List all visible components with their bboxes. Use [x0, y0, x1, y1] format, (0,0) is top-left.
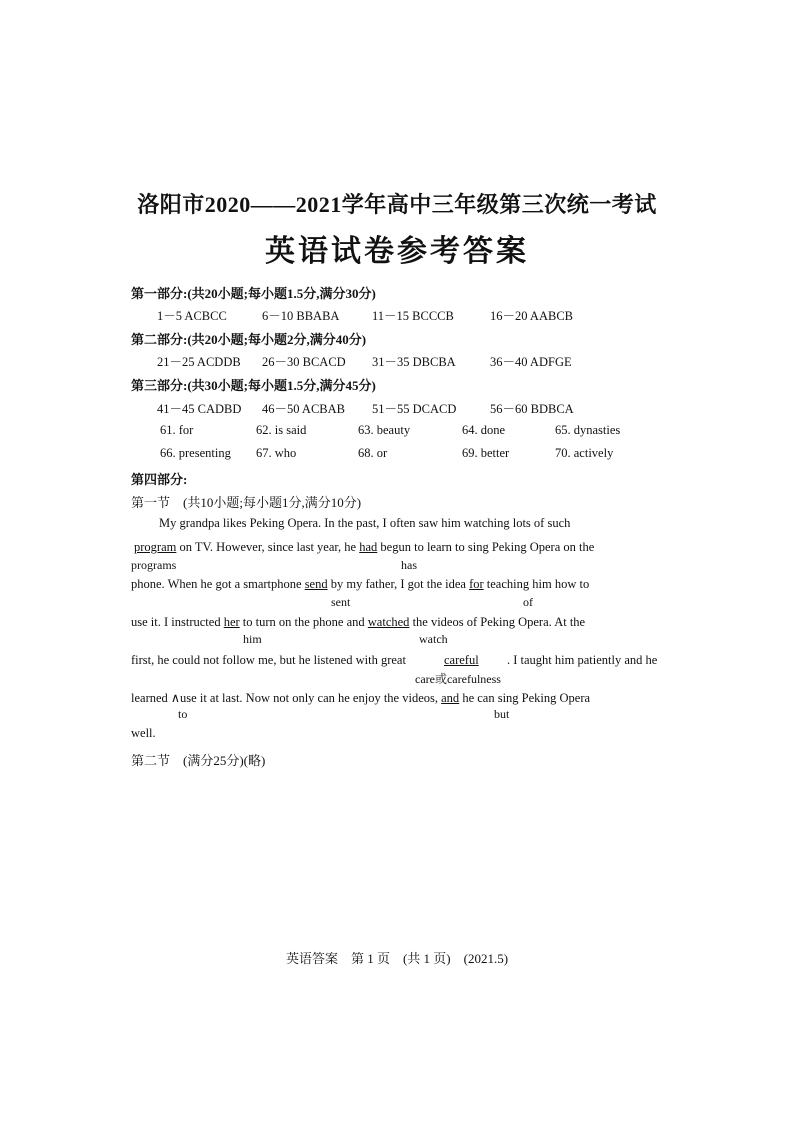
passage-line: program on TV. However, since last year, he had begun to learn to sing Peking Opera on the: [134, 540, 595, 554]
answer-group: 26－30 BCACD: [262, 355, 346, 369]
part1-header: 第一部分:(共20小题;每小题1.5分,满分30分): [131, 286, 376, 301]
fill-answer: 70. actively: [555, 446, 614, 460]
answer-group: 1－5 ACBCC: [157, 309, 227, 323]
answer-group: 11－15 BCCCB: [372, 309, 454, 323]
correction: watch: [419, 632, 448, 646]
fill-answer: 62. is said: [256, 423, 307, 437]
passage-line: phone. When he got a smartphone send by my father, I got the idea for teaching him how to: [131, 577, 590, 591]
correction: him: [243, 632, 262, 646]
answer-group: 21－25 ACDDB: [157, 355, 241, 369]
correction: to: [178, 707, 188, 721]
answer-key-title: 英语试卷参考答案: [265, 235, 529, 268]
passage-line: well.: [131, 726, 156, 740]
error-word: careful: [444, 653, 479, 667]
error-word: for: [469, 577, 484, 591]
passage-line: use it. I instructed her to turn on the phone and watched the videos of Peking Opera. At the: [131, 615, 586, 629]
answer-group: 46－50 ACBAB: [262, 402, 346, 416]
fill-answer: 61. for: [160, 423, 194, 437]
part3-header: 第三部分:(共30小题;每小题1.5分,满分45分): [131, 378, 376, 393]
correction: but: [494, 707, 510, 721]
answer-group: 16－20 AABCB: [490, 309, 574, 323]
answer-group: 41－45 CADBD: [157, 402, 242, 416]
answer-group: 31－35 DBCBA: [372, 355, 456, 369]
correction: sent: [331, 595, 351, 609]
fill-answer: 64. done: [462, 423, 506, 437]
section1-header: 第一节 (共10小题;每小题1分,满分10分): [131, 495, 362, 510]
fill-answer: 66. presenting: [160, 446, 231, 460]
fill-answer: 69. better: [462, 446, 510, 460]
passage-line: My grandpa likes Peking Opera. In the past, I often saw him watching lots of such: [159, 516, 571, 530]
exam-title: 洛阳市2020——2021学年高中三年级第三次统一考试: [137, 192, 657, 217]
fill-answer: 65. dynasties: [555, 423, 621, 437]
answer-group: 51－55 DCACD: [372, 402, 457, 416]
answer-group: 56－60 BDBCA: [490, 402, 574, 416]
passage-line: first, he could not follow me, but he listened with great: [131, 653, 406, 667]
error-word: watched: [367, 615, 410, 629]
correction: has: [401, 558, 417, 572]
error-word: her: [223, 615, 240, 629]
error-word: program: [134, 540, 177, 554]
section2-header: 第二节 (满分25分)(略): [131, 753, 266, 768]
part2-header: 第二部分:(共20小题;每小题2分,满分40分): [131, 332, 367, 347]
passage-line: learned ∧use it at last. Now not only can he enjoy the videos, and he can sing Peking Opera: [131, 691, 591, 705]
error-word: and: [441, 691, 460, 705]
answer-group: 36－40 ADFGE: [490, 355, 572, 369]
page-footer: 英语答案 第 1 页 (共 1 页) (2021.5): [285, 951, 509, 966]
fill-answer: 68. or: [358, 446, 388, 460]
correction: programs: [131, 558, 177, 572]
passage-line: . I taught him patiently and he: [507, 653, 658, 667]
part4-header: 第四部分:: [131, 472, 188, 487]
answer-group: 6－10 BBABA: [262, 309, 340, 323]
fill-answer: 67. who: [256, 446, 297, 460]
correction: of: [523, 595, 533, 609]
error-word: had: [359, 540, 378, 554]
fill-answer: 63. beauty: [358, 423, 411, 437]
correction: care或carefulness: [415, 672, 501, 686]
error-word: send: [304, 577, 328, 591]
